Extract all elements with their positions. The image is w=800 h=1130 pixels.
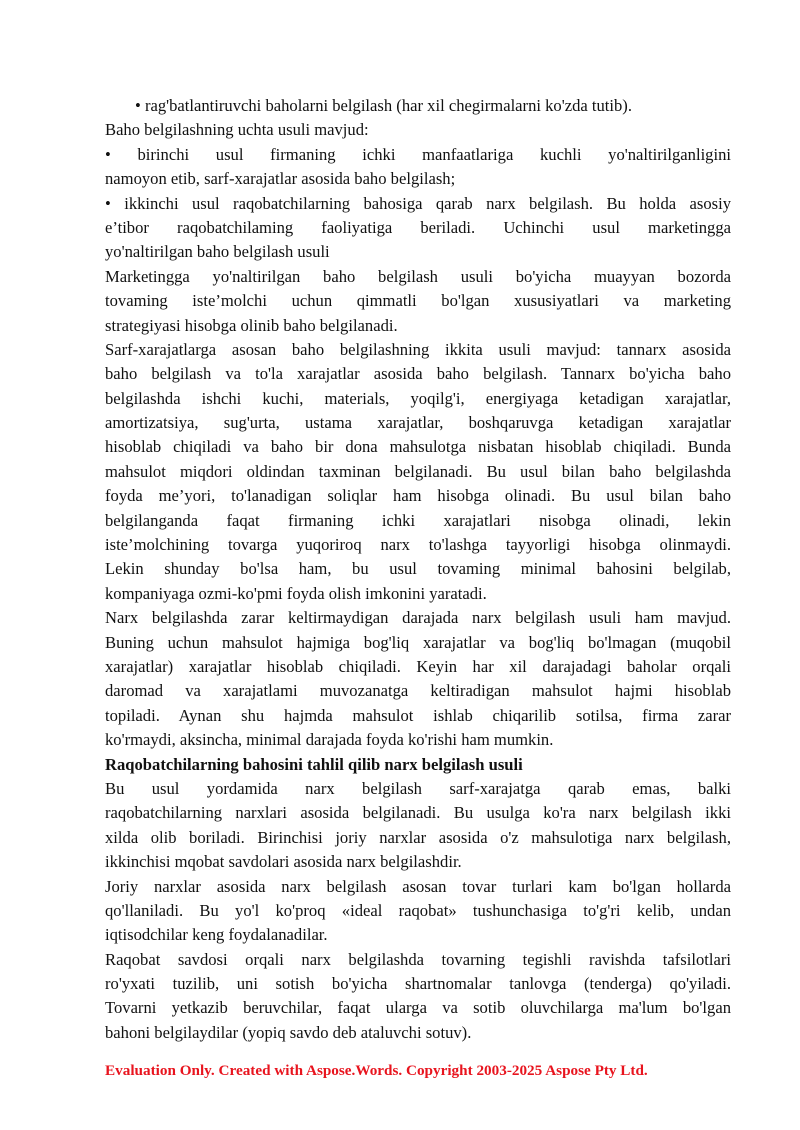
text-line: Bu usul yordamida narx belgilash sarf-xarajatga qarab emas, balki <box>105 778 731 798</box>
text-line: ikkinchisi mqobat savdolari asosida narx belgilashdir. <box>105 852 462 872</box>
text-line: Baho belgilashning uchta usuli mavjud: <box>105 120 369 140</box>
text-line: Lekin shunday bo'lsa ham, bu usul tovaming minimal bahosini belgilab, <box>105 559 731 579</box>
text-line: e’tibor raqobatchilaming faoliyatiga beriladi. Uchinchi usul marketingga <box>105 217 731 237</box>
text-line: topiladi. Aynan shu hajmda mahsulot ishlab chiqarilib sotilsa, firma zarar <box>105 705 731 725</box>
text-line: ro'yxati tuzilib, uni sotish bo'yicha shartnomalar tanlovga (tenderga) qo'yiladi. <box>105 974 731 994</box>
text-line: Tovarni yetkazib beruvchilar, faqat ularga va sotib oluvchilarga ma'lum bo'lgan <box>105 998 731 1018</box>
text-line: mahsulot miqdori oldindan taxminan belgilanadi. Bu usul bilan baho belgilashda <box>105 461 731 481</box>
section-heading: Raqobatchilarning bahosini tahlil qilib narx belgilash usuli <box>105 754 523 774</box>
text-line: iqtisodchilar keng foydalanadilar. <box>105 925 328 945</box>
text-line: hisoblab chiqiladi va baho bir dona mahsulotga nisbatan hisoblab chiqiladi. Bunda <box>105 437 731 457</box>
text-line: amortizatsiya, sug'urta, ustama xarajatlar, boshqaruvga ketadigan xarajatlar <box>105 413 731 433</box>
evaluation-watermark: Evaluation Only. Created with Aspose.Words. Copyright 2003-2025 Aspose Pty Ltd. <box>105 1062 648 1079</box>
text-line: Raqobat savdosi orqali narx belgilashda tovarning tegishli ravishda tafsilotlari <box>105 949 731 969</box>
text-line: daromad va xarajatlami muvozanatga keltiradigan mahsulot hajmi hisoblab <box>105 681 731 701</box>
text-line: Marketingga yo'naltirilgan baho belgilash usuli bo'yicha muayyan bozorda <box>105 266 731 286</box>
document-body <box>105 94 731 1045</box>
text-line: xilda olib boriladi. Birinchisi joriy narxlar asosida o'z mahsulotiga narx belgilash, <box>105 827 731 847</box>
text-line: belgilanganda faqat firmaning ichki xarajatlari nisobga olinadi, lekin <box>105 510 731 530</box>
text-line: tovaming iste’molchi uchun qimmatli bo'lgan xususiyatlari va marketing <box>105 291 731 311</box>
text-line: foyda me’yori, to'lanadigan soliqlar ham hisobga olinadi. Bu usul bilan baho <box>105 486 731 506</box>
text-line: iste’molchining tovarga yuqoriroq narx to'lashga tayyorligi hisobga olinmaydi. <box>105 535 731 555</box>
text-line: Joriy narxlar asosida narx belgilash asosan tovar turlari kam bo'lgan hollarda <box>105 876 731 896</box>
text-line: Sarf-xarajatlarga asosan baho belgilashning ikkita usuli mavjud: tannarx asosida <box>105 339 731 359</box>
text-line: belgilashda ishchi kuchi, materials, yoqilg'i, energiyaga ketadigan xarajatlar, <box>105 388 731 408</box>
bullet-line: • birinchi usul firmaning ichki manfaatlariga kuchli yo'naltirilganligini <box>105 144 731 164</box>
text-line: qo'llaniladi. Bu yo'l ko'proq «ideal raqobat» tushunchasiga to'g'ri kelib, undan <box>105 900 731 920</box>
text-line: ko'rmaydi, aksincha, minimal darajada foyda ko'rishi ham mumkin. <box>105 730 554 750</box>
text-line: strategiyasi hisobga olinib baho belgilanadi. <box>105 315 398 335</box>
text-line: bahoni belgilaydilar (yopiq savdo deb ataluvchi sotuv). <box>105 1022 472 1042</box>
text-line: raqobatchilarning narxlari asosida belgilanadi. Bu usulga ko'ra narx belgilash ikki <box>105 803 731 823</box>
text-line: yo'naltirilgan baho belgilash usuli <box>105 242 330 262</box>
text-line: Buning uchun mahsulot hajmiga bog'liq xarajatlar va bog'liq bo'lmagan (muqobil <box>105 632 731 652</box>
text-line: kompaniyaga ozmi-ko'pmi foyda olish imkonini yaratadi. <box>105 583 487 603</box>
text-line: baho belgilash va to'la xarajatlar asosida baho belgilash. Tannarx bo'yicha baho <box>105 364 731 384</box>
bullet-line: • rag'batlantiruvchi baholarni belgilash (har xil chegirmalarni ko'zda tutib). <box>135 96 632 115</box>
text-line: Narx belgilashda zarar keltirmaydigan darajada narx belgilash usuli ham mavjud. <box>105 608 731 628</box>
text-line: namoyon etib, sarf-xarajatlar asosida baho belgilash; <box>105 169 456 189</box>
bullet-line: • ikkinchi usul raqobatchilarning bahosiga qarab narx belgilash. Bu holda asosiy <box>105 193 731 213</box>
text-line: xarajatlar) xarajatlar hisoblab chiqiladi. Keyin har xil darajadagi baholar orqali <box>105 656 731 676</box>
